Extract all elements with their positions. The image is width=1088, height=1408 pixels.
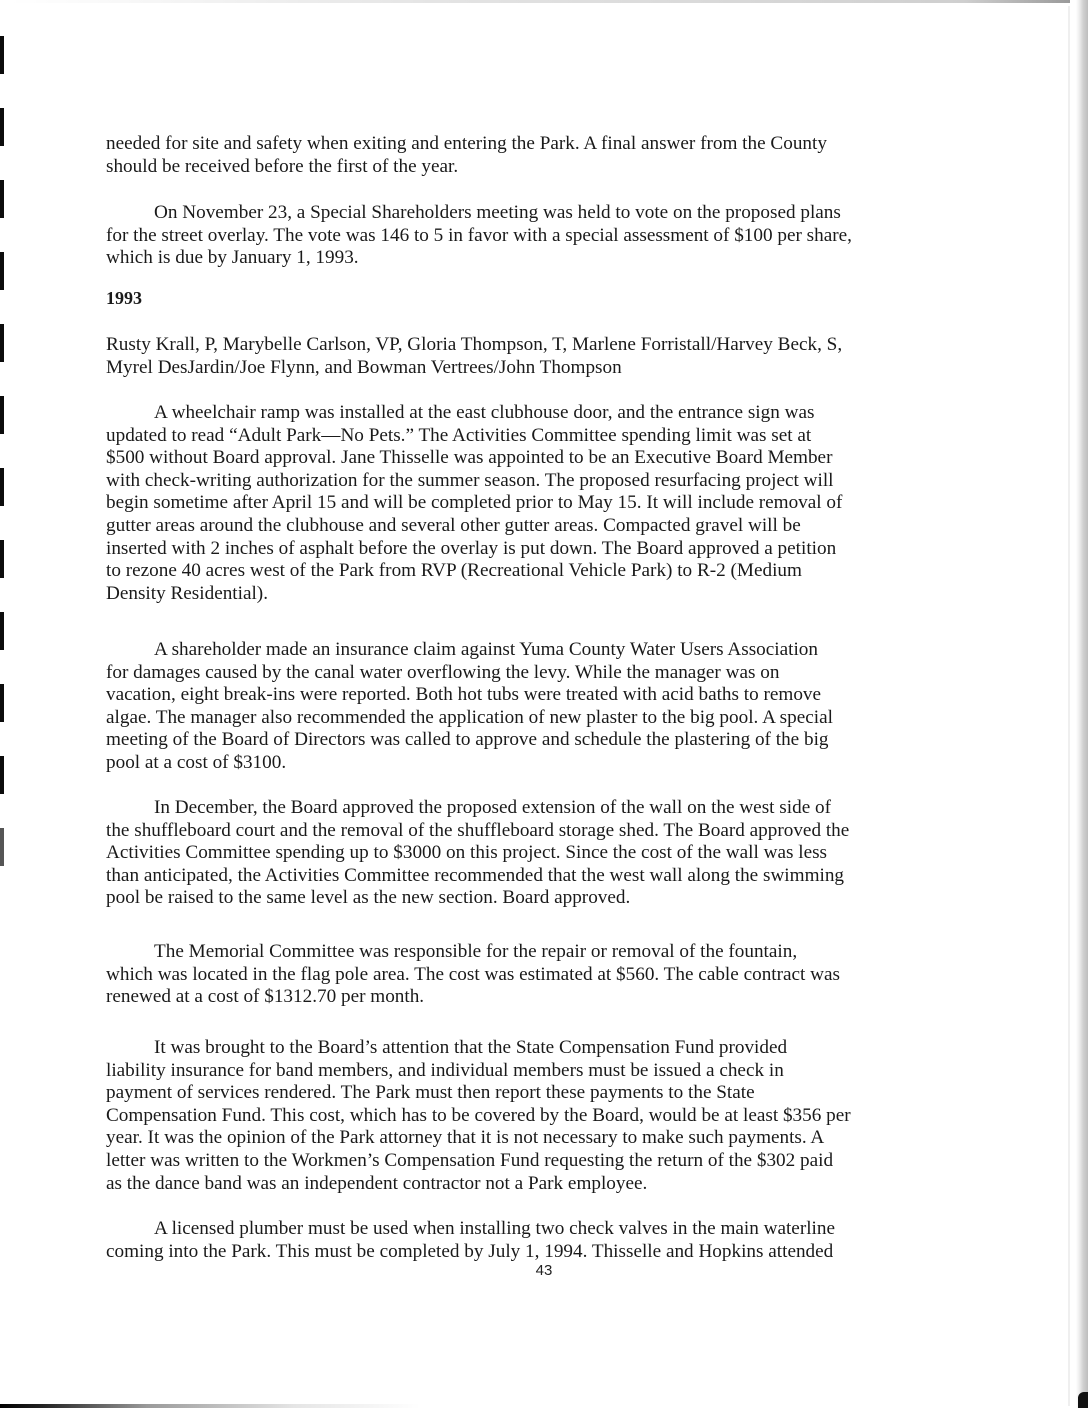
text-line: as the dance band was an independent contractor not a Park employee. bbox=[106, 1172, 648, 1194]
text-line: needed for site and safety when exiting and entering the Park. A final answer from the County bbox=[106, 133, 827, 154]
binder-mark bbox=[0, 108, 4, 146]
text-line: payment of services rendered. The Park must then report these payments to the State bbox=[106, 1082, 755, 1104]
scan-top-edge bbox=[10, 0, 1070, 3]
text-line: updated to read “Adult Park—No Pets.” The Activities Committee spending limit was set at bbox=[106, 424, 812, 446]
binder-mark bbox=[0, 756, 4, 794]
text-line: than anticipated, the Activities Committee recommended that the west wall along the swimming bbox=[106, 864, 845, 886]
scan-corner-mark bbox=[1078, 1392, 1088, 1408]
text-line: for the street overlay. The vote was 146 to 5 in favor with a special assessment of $100 per share, bbox=[106, 224, 852, 246]
text-line: pool be raised to the same level as the new section. Board approved. bbox=[106, 887, 631, 909]
text-line: It was brought to the Board’s attention that the State Compensation Fund provided bbox=[154, 1037, 788, 1058]
paragraph bbox=[106, 797, 946, 910]
paragraph bbox=[106, 1037, 946, 1195]
paragraph bbox=[106, 639, 946, 775]
paragraph bbox=[106, 941, 946, 1009]
text-line: with check-writing authorization for the summer season. The proposed resurfacing project will bbox=[106, 469, 834, 491]
text-line: for damages caused by the canal water overflowing the levy. While the manager was on bbox=[106, 661, 780, 683]
text-line: pool at a cost of $3100. bbox=[106, 751, 287, 773]
text-line: which is due by January 1, 1993. bbox=[106, 247, 359, 269]
text-line: renewed at a cost of $1312.70 per month. bbox=[106, 986, 425, 1008]
paragraph bbox=[106, 133, 946, 178]
text-line: The Memorial Committee was responsible for the repair or removal of the fountain, bbox=[154, 941, 798, 962]
page-number: 43 bbox=[535, 1262, 553, 1279]
binder-mark bbox=[0, 612, 4, 650]
text-line: to rezone 40 acres west of the Park from RVP (Recreational Vehicle Park) to R-2 (Medium bbox=[106, 560, 802, 582]
binder-mark bbox=[0, 540, 4, 578]
scan-right-edge-line bbox=[1068, 6, 1070, 1406]
text-line: Compensation Fund. This cost, which has to be covered by the Board, would be at least $356 per bbox=[106, 1104, 851, 1126]
text-line: should be received before the first of the year. bbox=[106, 155, 459, 177]
text-line: begin sometime after April 15 and will be completed prior to May 15. It will include removal of bbox=[106, 492, 843, 514]
text-line: algae. The manager also recommended the application of new plaster to the big pool. A special bbox=[106, 706, 833, 728]
text-line: In December, the Board approved the proposed extension of the wall on the west side of bbox=[154, 797, 831, 818]
text-line: meeting of the Board of Directors was called to approve and schedule the plastering of the big bbox=[106, 729, 829, 751]
paragraph bbox=[106, 1218, 946, 1263]
officers-list bbox=[106, 334, 946, 379]
binder-mark bbox=[0, 180, 4, 218]
text-line: A shareholder made an insurance claim against Yuma County Water Users Association bbox=[154, 639, 818, 660]
scan-right-edge bbox=[1076, 0, 1088, 1408]
text-line: vacation, eight break-ins were reported. Both hot tubs were treated with acid baths to remove bbox=[106, 684, 822, 706]
binder-mark bbox=[0, 684, 4, 722]
binder-mark bbox=[0, 36, 4, 74]
binder-mark bbox=[0, 324, 4, 362]
text-line: the shuffleboard court and the removal of the shuffleboard storage shed. The Board approved the bbox=[106, 819, 850, 841]
paragraph bbox=[106, 202, 946, 270]
text-line: which was located in the flag pole area. The cost was estimated at $560. The cable contract was bbox=[106, 963, 841, 985]
text-line: Rusty Krall, P, Marybelle Carlson, VP, Gloria Thompson, T, Marlene Forristall/Harvey Beck, S, bbox=[106, 334, 843, 355]
scan-bottom-edge bbox=[0, 1404, 420, 1408]
binder-mark bbox=[0, 252, 4, 290]
binder-mark bbox=[0, 828, 4, 866]
paragraph bbox=[106, 402, 946, 605]
text-line: On November 23, a Special Shareholders meeting was held to vote on the proposed plans bbox=[154, 202, 841, 223]
text-line: Density Residential). bbox=[106, 582, 268, 604]
text-line: inserted with 2 inches of asphalt before the overlay is put down. The Board approved a petition bbox=[106, 537, 837, 559]
section-heading: 1993 bbox=[106, 288, 142, 308]
text-line: A wheelchair ramp was installed at the east clubhouse door, and the entrance sign was bbox=[154, 402, 815, 423]
text-line: liability insurance for band members, and individual members must be issued a check in bbox=[106, 1059, 784, 1081]
text-line: letter was written to the Workmen’s Compensation Fund requesting the return of the $302 paid bbox=[106, 1149, 834, 1171]
binder-mark bbox=[0, 468, 4, 506]
text-line: Myrel DesJardin/Joe Flynn, and Bowman Vertrees/John Thompson bbox=[106, 356, 622, 378]
text-line: coming into the Park. This must be completed by July 1, 1994. Thisselle and Hopkins attended bbox=[106, 1240, 834, 1262]
binder-mark bbox=[0, 396, 4, 434]
text-line: year. It was the opinion of the Park attorney that it is not necessary to make such payments. A bbox=[106, 1127, 825, 1149]
text-line: $500 without Board approval. Jane Thisselle was appointed to be an Executive Board Member bbox=[106, 447, 833, 469]
text-line: Activities Committee spending up to $3000 on this project. Since the cost of the wall was less bbox=[106, 842, 828, 864]
text-line: A licensed plumber must be used when installing two check valves in the main waterline bbox=[154, 1218, 835, 1239]
text-line: gutter areas around the clubhouse and several other gutter areas. Compacted gravel will be bbox=[106, 514, 801, 536]
